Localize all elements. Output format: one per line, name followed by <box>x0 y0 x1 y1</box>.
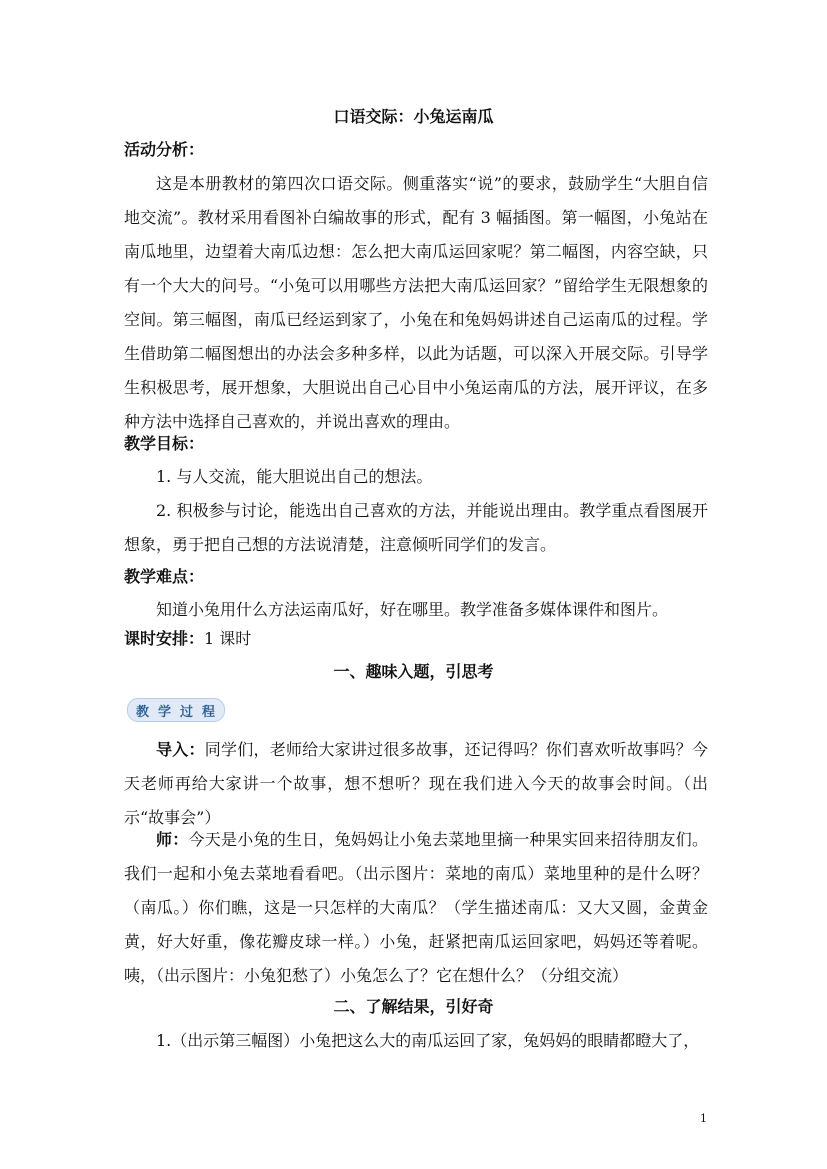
teacher-paragraph <box>124 823 708 993</box>
intro-paragraph <box>124 733 708 835</box>
section-2-title: 二、了解结果，引好奇 <box>333 997 494 1016</box>
schedule-label: 课时安排： <box>124 629 205 648</box>
badge-char: 教 <box>136 704 151 720</box>
difficulty-heading: 教学难点： <box>124 567 205 586</box>
badge-char: 过 <box>180 704 195 720</box>
goal-item-2: 2. 积极参与讨论，能选出自己喜欢的方法，并能说出理由。教学重点看图展开想象，勇于把自己想的方法说清楚，注意倾听同学们的发言。 <box>124 501 708 554</box>
difficulty-text: 知道小兔用什么方法运南瓜好，好在哪里。教学准备多媒体课件和图片。 <box>156 600 669 619</box>
schedule-value: 1 课时 <box>204 629 252 648</box>
badge-char: 程 <box>202 704 217 720</box>
intro-lead: 导入： <box>156 740 205 759</box>
intro-text: 同学们，老师给大家讲过很多故事，还记得吗？你们喜欢听故事吗？今天老师再给大家讲一个故事，想不想听？现在我们进入今天的故事会时间。（出示“故事会”） <box>124 740 708 827</box>
teacher-lead: 师： <box>156 830 189 849</box>
analysis-paragraph: 这是本册教材的第四次口语交际。侧重落实“说”的要求，鼓励学生“大胆自信地交流”。教材采用看图补白编故事的形式，配有 3 幅插图。第一幅图，小兔站在南瓜地里，边望着大南瓜边想：怎么把大南瓜运回家呢？第二幅图，内容空缺，只有一个大大的问号。“小兔可以用哪些方法把大南瓜运回家？”留给学生无限想象的空间。第三幅图，南瓜已经运到家了，小兔在和兔妈妈讲述自己运南瓜的过程。学生借助第二幅图想出的办法会多种多样，以此为话题，可以深入开展交际。引导学生积极思考，展开想象，大胆说出自己心目中小兔运南瓜的方法，展开评议，在多种方法中选择自己喜欢的，并说出喜欢的理由。 <box>124 174 708 431</box>
badge-char: 学 <box>158 704 173 720</box>
section-1-title: 一、趣味入题，引思考 <box>333 662 494 681</box>
page-title: 口语交际：小兔运南瓜 <box>333 107 494 126</box>
schedule-line <box>124 628 251 650</box>
analysis-heading: 活动分析： <box>124 140 205 159</box>
page-number: 1 <box>700 1112 707 1125</box>
goals-heading: 教学目标： <box>124 434 205 453</box>
goal-item-1: 1. 与人交流，能大胆说出自己的想法。 <box>156 467 433 486</box>
teacher-text: 今天是小兔的生日，兔妈妈让小兔去菜地里摘一种果实回来招待朋友们。我们一起和小兔去菜地看看吧。（出示图片：菜地的南瓜）菜地里种的是什么呀？（南瓜。）你们瞧，这是一只怎样的大南瓜？（学生描述南瓜：又大又圆，金黄金黄，好大好重，像花瓣皮球一样。）小兔，赶紧把南瓜运回家吧，妈妈还等着呢。咦，（出示图片：小兔犯愁了）小兔怎么了？它在想什么？（分组交流） <box>124 830 708 985</box>
section-2-item-1: 1.（出示第三幅图）小兔把这么大的南瓜运回了家，兔妈妈的眼睛都瞪大了， <box>156 1031 700 1050</box>
teaching-process-badge <box>127 698 225 722</box>
